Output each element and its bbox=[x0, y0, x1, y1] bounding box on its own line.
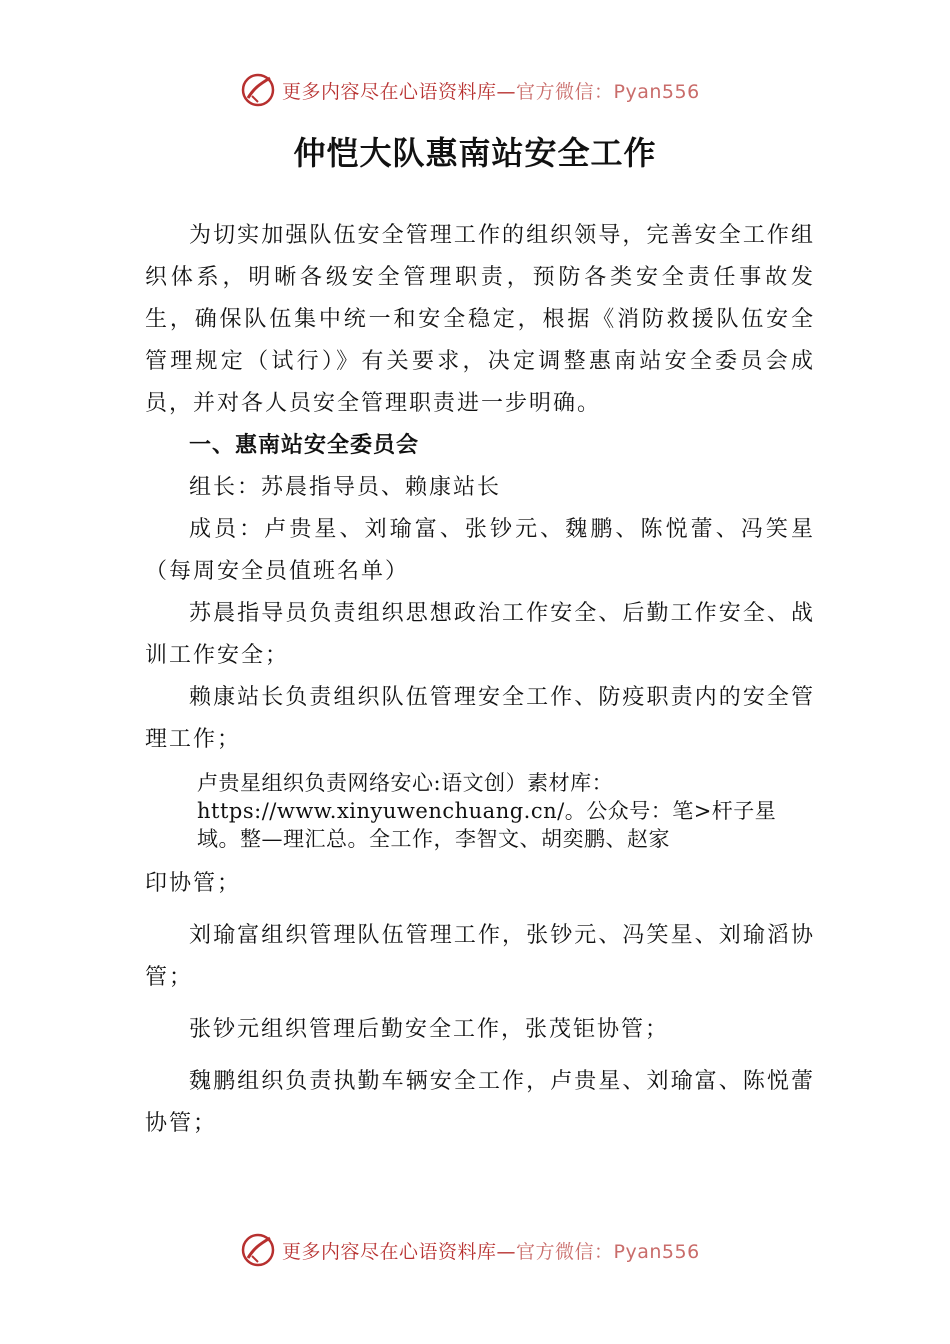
overlay-watermark-text: 卢贵星组织负责网络安心:语文创）素材库：https://www.xinyuwenchuang.cn/。公众号：笔>杆子星域。整—理汇总。全工作，李智文、胡奕鹏、赵家 bbox=[197, 771, 777, 851]
zhang-duty: 张钞元组织管理后勤安全工作，张茂钜协管； bbox=[189, 1017, 670, 1042]
lai-duty: 赖康站长负责组织队伍管理安全工作、防疫职责内的安全管理工作； bbox=[145, 685, 815, 752]
brush-logo-icon bbox=[240, 72, 276, 108]
intro-paragraph: 为切实加强队伍安全管理工作的组织领导，完善安全工作组织体系，明晰各级安全管理职责，预防各类安全责任事故发生，确保队伍集中统一和安全稳定，根据《消防救援队伍安全管理规定（试行）》有关要求，决定调整惠南站安全委员会成员，并对各人员安全管理职责进一步明确。 bbox=[145, 223, 815, 416]
lu-duty-tail: 印协管； bbox=[145, 871, 242, 896]
watermark-text: 更多内容尽在心语资料库— bbox=[282, 80, 517, 103]
watermark-banner-bottom bbox=[240, 1230, 740, 1270]
members-line: 成员：卢贵星、刘瑜富、张钞元、魏鹏、陈悦蕾、冯笑星（每周安全员值班名单） bbox=[145, 517, 815, 584]
section-heading: 一、惠南站安全委员会 bbox=[189, 433, 420, 458]
watermark-wechat: 官方微信：Pyan556 bbox=[516, 80, 700, 103]
watermark-text: 更多内容尽在心语资料库— bbox=[282, 1240, 517, 1263]
document-title: 仲恺大队惠南站安全工作 bbox=[293, 134, 657, 172]
watermark-banner-top bbox=[240, 70, 740, 110]
brush-logo-icon bbox=[240, 1232, 276, 1268]
leader-line: 组长：苏晨指导员、赖康站长 bbox=[189, 475, 502, 500]
wei-duty: 魏鹏组织负责执勤车辆安全工作，卢贵星、刘瑜富、陈悦蕾协管； bbox=[145, 1069, 815, 1136]
watermark-wechat: 官方微信：Pyan556 bbox=[516, 1240, 700, 1263]
su-duty: 苏晨指导员负责组织思想政治工作安全、后勤工作安全、战训工作安全； bbox=[145, 601, 815, 668]
liu-duty: 刘瑜富组织管理队伍管理工作，张钞元、冯笑星、刘瑜滔协管； bbox=[145, 923, 815, 990]
document-body bbox=[145, 215, 815, 1145]
